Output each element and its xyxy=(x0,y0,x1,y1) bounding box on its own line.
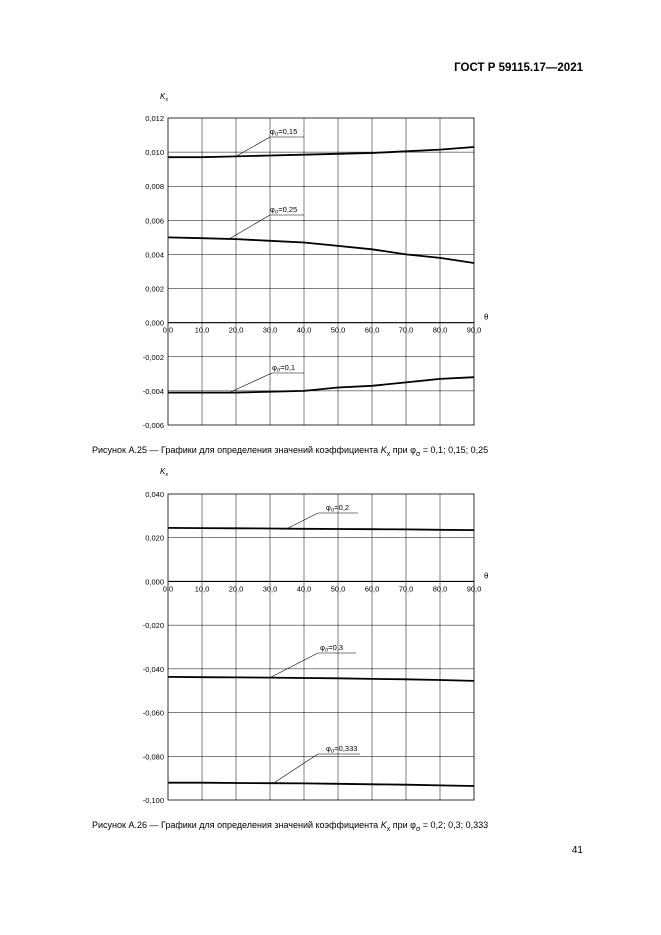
y-tick-label: 0,012 xyxy=(145,114,164,123)
series-label-value: =0,25 xyxy=(278,205,298,214)
x-tick-label: 90,0 xyxy=(466,325,482,335)
y-tick-label: -0,060 xyxy=(142,708,164,718)
y-tick-label: -0,004 xyxy=(142,386,164,396)
series-leader-line xyxy=(270,653,318,678)
y-tick-label: 0,020 xyxy=(145,533,164,543)
page-number: 41 xyxy=(571,845,583,856)
series-label-value: =0,15 xyxy=(278,127,298,136)
series-line xyxy=(168,783,474,786)
series-line xyxy=(168,677,474,681)
y-tick-label: 0,000 xyxy=(145,318,164,328)
series-leader-line xyxy=(236,137,270,156)
x-tick-label: 80,0 xyxy=(432,325,448,335)
series-label-value: =0,1 xyxy=(280,363,296,372)
series-label-sub: σ xyxy=(330,507,335,514)
chart-2 xyxy=(143,467,489,805)
x-tick-label: 70,0 xyxy=(398,584,414,594)
series-label: $\varphi_\sigma=0,15$ xyxy=(270,127,298,138)
x-tick-label: 10,0 xyxy=(194,584,210,594)
x-tick-label: 50,0 xyxy=(330,325,346,335)
series-label-value: =0,333 xyxy=(334,744,358,753)
x-tick-label: 70,0 xyxy=(398,325,414,335)
caption-var: K xyxy=(380,820,387,830)
y-tick-label: 0,040 xyxy=(145,490,164,499)
caption-phi-sub: σ xyxy=(415,825,421,833)
x-tick-label: 10,0 xyxy=(194,325,210,335)
figure-caption-a25 xyxy=(92,445,488,458)
y-axis-label-sub: х xyxy=(165,97,169,103)
y-tick-label: -0,080 xyxy=(142,752,164,762)
series-label-sub: σ xyxy=(276,367,281,374)
x-tick-label: 40,0 xyxy=(296,325,312,335)
series-label: $\varphi_\sigma=0,1$ xyxy=(272,363,296,374)
y-axis-label-sub: х xyxy=(165,472,169,478)
x-tick-label: 30,0 xyxy=(262,584,278,594)
y-tick-label: 0,010 xyxy=(145,148,164,158)
caption-values: = 0,1; 0,15; 0,25 xyxy=(420,445,489,455)
caption-mid: при xyxy=(390,445,411,455)
caption-phi: φ xyxy=(410,445,416,455)
y-tick-label: 0,006 xyxy=(145,216,164,226)
y-tick-label: -0,040 xyxy=(142,664,164,674)
caption-var: K xyxy=(380,445,387,455)
series-leader-line xyxy=(229,215,270,239)
series-label-sub: σ xyxy=(274,209,279,216)
series-leader-line xyxy=(229,373,272,393)
series-leader-line xyxy=(287,513,318,529)
x-axis-label: θ xyxy=(484,571,489,581)
x-tick-label: 20,0 xyxy=(228,584,244,594)
y-tick-label: -0,020 xyxy=(142,621,164,631)
y-axis-label: $K_х$ xyxy=(160,467,169,478)
y-tick-label: 0,000 xyxy=(145,577,164,587)
caption-text: Рисунок А.25 — Графики для определения значений коэффициента xyxy=(92,445,381,455)
x-tick-label: 80,0 xyxy=(432,584,448,594)
caption-phi: φ xyxy=(410,820,416,830)
chart-1 xyxy=(143,92,489,430)
x-axis-label: θ xyxy=(484,312,489,322)
plot-frame xyxy=(168,118,474,425)
series-line xyxy=(168,377,474,392)
series-label-sub: σ xyxy=(324,647,329,654)
y-tick-label: -0,006 xyxy=(142,421,164,430)
x-tick-label: 20,0 xyxy=(228,325,244,335)
figure-caption-a26 xyxy=(92,820,488,833)
x-tick-label: 60,0 xyxy=(364,584,380,594)
caption-var-sub: х xyxy=(386,825,391,833)
caption-text: Рисунок А.26 — Графики для определения значений коэффициента xyxy=(92,820,381,830)
series-label-sub: σ xyxy=(330,748,335,755)
series-label-value: =0,2 xyxy=(334,503,350,512)
standard-header: ГОСТ Р 59115.17—2021 xyxy=(454,62,583,74)
x-tick-label: 40,0 xyxy=(296,584,312,594)
series-label-value: =0,3 xyxy=(328,643,344,652)
x-tick-label: 0,0 xyxy=(162,325,174,335)
y-tick-label: 0,002 xyxy=(145,284,164,294)
caption-var-sub: х xyxy=(386,450,391,458)
series-line xyxy=(168,237,474,263)
series-leader-line xyxy=(273,754,318,783)
x-tick-label: 30,0 xyxy=(262,325,278,335)
caption-phi-sub: σ xyxy=(415,450,421,458)
x-tick-label: 90,0 xyxy=(466,584,482,594)
series-label: $\varphi_\sigma=0,3$ xyxy=(320,643,344,654)
y-tick-label: 0,008 xyxy=(145,182,164,192)
x-tick-label: 60,0 xyxy=(364,325,380,335)
caption-values: = 0,2; 0,3; 0,333 xyxy=(420,820,489,830)
series-label: $\varphi_\sigma=0,2$ xyxy=(326,503,350,514)
y-axis-label: $K_х$ xyxy=(160,92,169,103)
y-tick-label: 0,004 xyxy=(145,250,164,260)
series-label-sub: σ xyxy=(274,131,279,138)
y-tick-label: -0,100 xyxy=(142,796,164,805)
series-label: $\varphi_\sigma=0,25$ xyxy=(270,205,298,216)
caption-mid: при xyxy=(390,820,411,830)
x-tick-label: 0,0 xyxy=(162,584,174,594)
y-tick-label: -0,002 xyxy=(142,352,164,362)
series-label: $\varphi_\sigma=0,333$ xyxy=(326,744,358,755)
series-line xyxy=(168,528,474,530)
x-tick-label: 50,0 xyxy=(330,584,346,594)
